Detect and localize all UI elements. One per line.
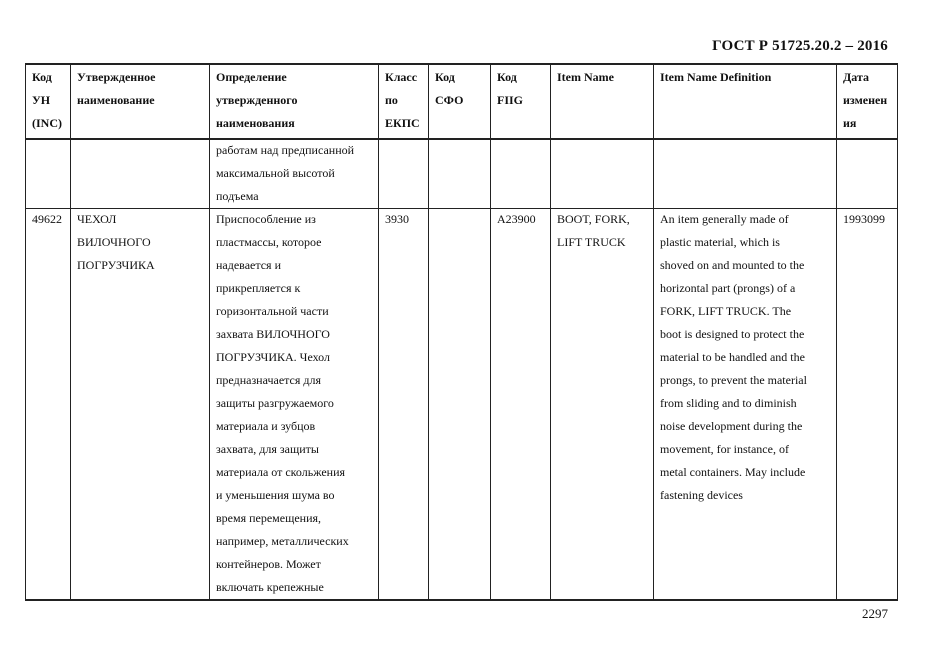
text-line: Item Name Definition [660, 70, 772, 84]
text-line: изменен [843, 93, 888, 107]
cell-text [216, 139, 373, 208]
text-line: shoved on and mounted to the [660, 258, 805, 272]
text-line: FIIG [497, 93, 524, 107]
column-header-sfo [429, 64, 491, 139]
text-line: FORK, LIFT TRUCK. The [660, 304, 792, 318]
text-line: подъема [216, 189, 259, 203]
cell-text [843, 66, 892, 135]
text-line: (INC) [32, 116, 62, 130]
cell-text [557, 209, 648, 255]
text-line: время перемещения, [216, 511, 322, 525]
text-line: контейнеров. Может [216, 557, 321, 571]
text-line: захвата ВИЛОЧНОГО [216, 327, 330, 341]
cell-text [32, 66, 65, 135]
column-header-change-date [837, 64, 898, 139]
cell-text [385, 209, 423, 232]
table-row [26, 209, 898, 601]
cell-text [216, 66, 373, 135]
text-line: Дата [843, 70, 869, 84]
cell-sfo [429, 209, 491, 601]
text-line: Приспособление из [216, 212, 316, 226]
text-line: материала от скольжения [216, 465, 346, 479]
cell-text [32, 209, 65, 232]
cell-item-definition [654, 139, 837, 209]
text-line: материала и зубцов [216, 419, 316, 433]
text-line: 1993099 [843, 212, 885, 226]
text-line: ия [843, 116, 857, 130]
text-line: работам над предписанной [216, 143, 355, 157]
column-header-approved-name [71, 64, 210, 139]
text-line: ЧЕХОЛ [77, 212, 117, 226]
cell-definition [210, 209, 379, 601]
table-header-row [26, 64, 898, 139]
cell-fiig [491, 209, 551, 601]
text-line: захвата, для защиты [216, 442, 319, 456]
text-line: BOOT, FORK, [557, 212, 630, 226]
text-line: boot is designed to protect the [660, 327, 805, 341]
cell-text [557, 66, 648, 89]
table-row-continuation [26, 139, 898, 209]
text-line: noise development during the [660, 419, 803, 433]
cell-text [497, 209, 545, 232]
text-line: 3930 [385, 212, 409, 226]
text-line: ПОГРУЗЧИКА. Чехол [216, 350, 331, 364]
document-code-header: ГОСТ Р 51725.20.2 – 2016 [712, 38, 888, 54]
cell-class [379, 209, 429, 601]
text-line: plastic material, which is [660, 235, 780, 249]
cell-text [77, 209, 204, 278]
nomenclature-table [25, 63, 898, 601]
column-header-item-definition [654, 64, 837, 139]
text-line: prongs, to prevent the material [660, 373, 807, 387]
column-header-item-name [551, 64, 654, 139]
text-line: Класс [385, 70, 418, 84]
cell-definition [210, 139, 379, 209]
column-header-definition [210, 64, 379, 139]
text-line: УН [32, 93, 51, 107]
cell-text [843, 209, 892, 232]
cell-item-name [551, 139, 654, 209]
column-header-inc [26, 64, 71, 139]
cell-sfo [429, 139, 491, 209]
text-line: 49622 [32, 212, 62, 226]
text-line: наименования [216, 116, 295, 130]
cell-text [216, 209, 373, 600]
text-line: Утвержденное [77, 70, 156, 84]
cell-text [660, 209, 831, 508]
text-line: ПОГРУЗЧИКА [77, 258, 155, 272]
text-line: fastening devices [660, 488, 743, 502]
cell-text [77, 66, 204, 112]
text-line: например, металлических [216, 534, 349, 548]
text-line: ЕКПС [385, 116, 420, 130]
cell-item-name [551, 209, 654, 601]
cell-item-definition [654, 209, 837, 601]
cell-text [660, 66, 831, 89]
cell-approved-name [71, 209, 210, 601]
text-line: ВИЛОЧНОГО [77, 235, 151, 249]
text-line: утвержденного [216, 93, 298, 107]
text-line: надевается и [216, 258, 281, 272]
text-line: пластмассы, которое [216, 235, 322, 249]
cell-inc [26, 209, 71, 601]
text-line: material to be handled and the [660, 350, 805, 364]
text-line: Определение [216, 70, 287, 84]
page-number: 2297 [862, 606, 888, 621]
text-line: horizontal part (prongs) of a [660, 281, 796, 295]
column-header-fiig [491, 64, 551, 139]
column-header-class [379, 64, 429, 139]
cell-text [497, 66, 545, 112]
text-line: включать крепежные [216, 580, 324, 594]
text-line: СФО [435, 93, 464, 107]
cell-approved-name [71, 139, 210, 209]
text-line: metal containers. May include [660, 465, 806, 479]
cell-class [379, 139, 429, 209]
text-line: по [385, 93, 398, 107]
text-line: максимальной высотой [216, 166, 335, 180]
text-line: movement, for instance, of [660, 442, 789, 456]
cell-change-date [837, 209, 898, 601]
text-line: A23900 [497, 212, 536, 226]
text-line: прикрепляется к [216, 281, 301, 295]
text-line: и уменьшения шума во [216, 488, 335, 502]
cell-change-date [837, 139, 898, 209]
text-line: Item Name [557, 70, 614, 84]
text-line: An item generally made of [660, 212, 789, 226]
text-line: наименование [77, 93, 155, 107]
text-line: Код [497, 70, 517, 84]
cell-fiig [491, 139, 551, 209]
cell-text [435, 66, 485, 112]
text-line: Код [435, 70, 455, 84]
text-line: предназначается для [216, 373, 321, 387]
cell-inc [26, 139, 71, 209]
text-line: защиты разгружаемого [216, 396, 334, 410]
text-line: горизонтальной части [216, 304, 329, 318]
cell-text [385, 66, 423, 135]
text-line: from sliding and to diminish [660, 396, 797, 410]
text-line: Код [32, 70, 52, 84]
text-line: LIFT TRUCK [557, 235, 626, 249]
